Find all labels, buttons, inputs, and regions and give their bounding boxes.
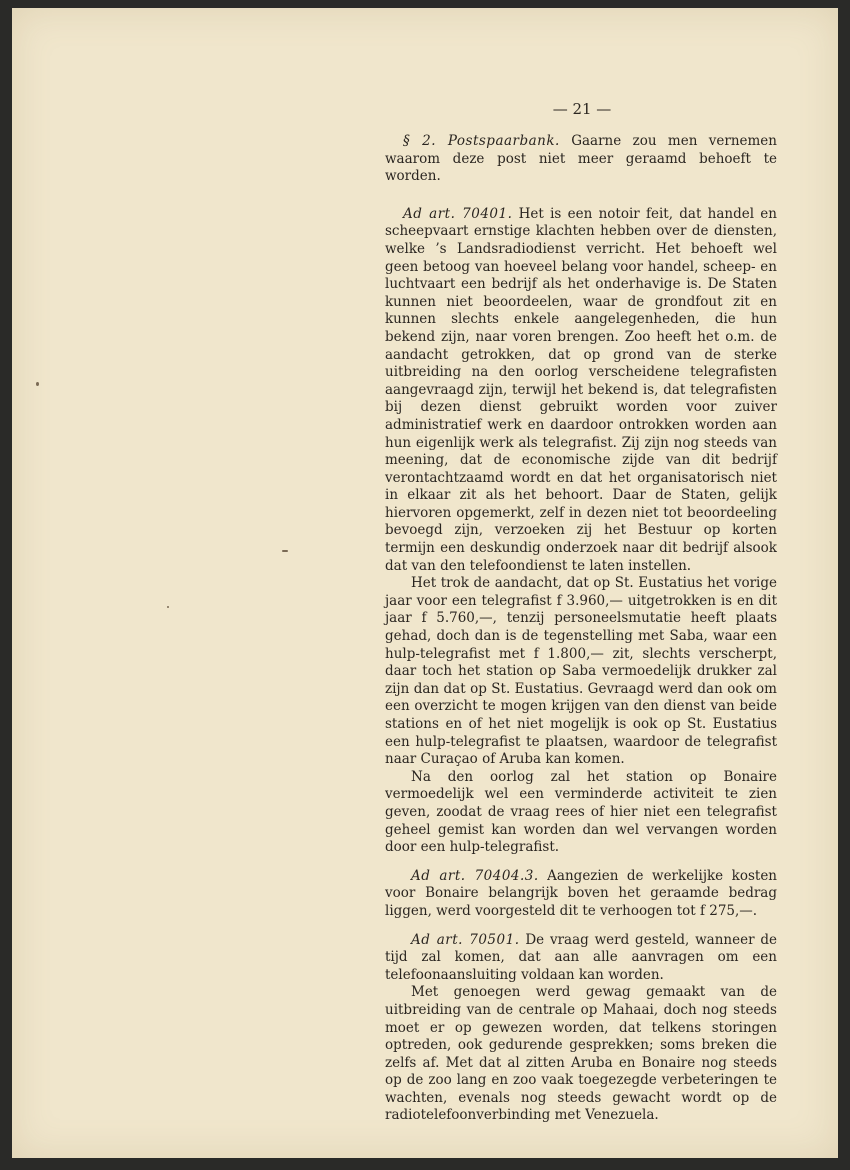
paragraph-art-70501: [385, 932, 777, 985]
page-number: — 21 —: [552, 100, 612, 118]
paragraph-text: Het is een notoir feit, dat handel en scheepvaart ernstige klachten hebben over de diensten, welke ’s Landsradiodienst verricht. Het behoeft wel geen betoog van hoeveel belang voor handel, scheep- en luchtvaart een bedrijf als het onderhavige is. De Staten kunnen niet beoordeelen, waar de grondfout zit en kunnen slechts enkele aangelegenheden, die hun bekend zijn, naar voren brengen. Zoo heeft het o.m. de aandacht getrokken, dat op grond van de sterke uitbreiding na den oorlog verscheidene telegrafisten aangevraagd zijn, terwijl het bekend is, dat telegrafisten bij dezen dienst gebruikt worden voor zuiver administratief werk en daardoor ontrokken worden aan hun eigenlijk werk als telegrafist. Zij zijn nog steeds van meening, dat de economische zijde van dit bedrijf verontachtzaamd wordt en dat het organisatorisch niet in elkaar zit als het behoort. Daar de Staten, gelijk hiervoren opgemerkt, zelf in dezen niet tot beoordeeling bevoegd zijn, verzoeken zij het Bestuur op korten termijn een deskundig onderzoek naar dit bedrijf alsook dat van den telefoondienst te laten instellen.: [385, 205, 777, 574]
body-text: [385, 133, 777, 1125]
paper-speck: [282, 550, 288, 552]
section-reference: Ad art. 70401.: [403, 205, 513, 222]
section-reference: Ad art. 70501.: [411, 931, 520, 948]
paragraph-centrale-mahaai: [385, 984, 777, 1125]
paragraph-bonaire-station: [385, 769, 777, 857]
paragraph-postspaarbank: [385, 133, 777, 186]
document-page: [12, 8, 838, 1158]
paper-speck: [36, 382, 39, 386]
paragraph-art-70404-3: [385, 868, 777, 921]
paragraph-art-70401: [385, 206, 777, 575]
section-reference: Ad art. 70404.3.: [411, 867, 539, 884]
paragraph-text: Na den oorlog zal het station op Bonaire vermoedelijk wel een verminderde activiteit te zien geven, zoodat de vraag rees of hier niet een telegrafist geheel gemist kan worden dan wel vervangen worden door een hulp-telegrafist.: [385, 768, 777, 856]
paragraph-text: Gaarne zou men vernemen waarom deze post niet meer geraamd behoeft te worden.: [385, 133, 777, 185]
paragraph-text: De vraag werd gesteld, wanneer de tijd zal komen, dat aan alle aanvragen om een telefoonaansluiting voldaan kan worden.: [385, 931, 777, 983]
paragraph-st-eustatius: [385, 575, 777, 769]
paper-speck: [167, 606, 169, 608]
paragraph-text: Aangezien de werkelijke kosten voor Bonaire belangrijk boven het geraamde bedrag liggen, werd voorgesteld dit te verhoogen tot f 275,—.: [385, 867, 778, 919]
paragraph-text: Met genoegen werd gewag gemaakt van de uitbreiding van de centrale op Mahaai, doch nog steeds moet er op gewezen worden, dat telkens storingen optreden, ook gedurende gesprekken; soms breken die zelfs af. Met dat al zitten Aruba en Bonaire nog steeds op de zoo lang en zoo vaak toegezegde verbeteringen te wachten, evenals nog steeds gewacht wordt op de radiotelefoonverbinding met Venezuela.: [385, 984, 777, 1124]
section-reference: § 2. Postspaarbank.: [403, 133, 560, 149]
paragraph-text: Het trok de aandacht, dat op St. Eustatius het vorige jaar voor een telegrafist f 3.960,— uitgetrokken is en dit jaar f 5.760,—, tenzij personeelsmutatie heeft plaats gehad, doch dan is de tegenstelling met Saba, waar een hulp-telegrafist met f 1.800,— zit, slechts verscherpt, daar toch het station op Saba vermoedelijk drukker zal zijn dan dat op St. Eustatius. Gevraagd werd dan ook om een overzicht te mogen krijgen van den dienst van beide stations en of het niet mogelijk is ook op St. Eustatius een hulp-telegrafist te plaatsen, waardoor de telegrafist naar Curaçao of Aruba kan komen.: [385, 575, 777, 768]
